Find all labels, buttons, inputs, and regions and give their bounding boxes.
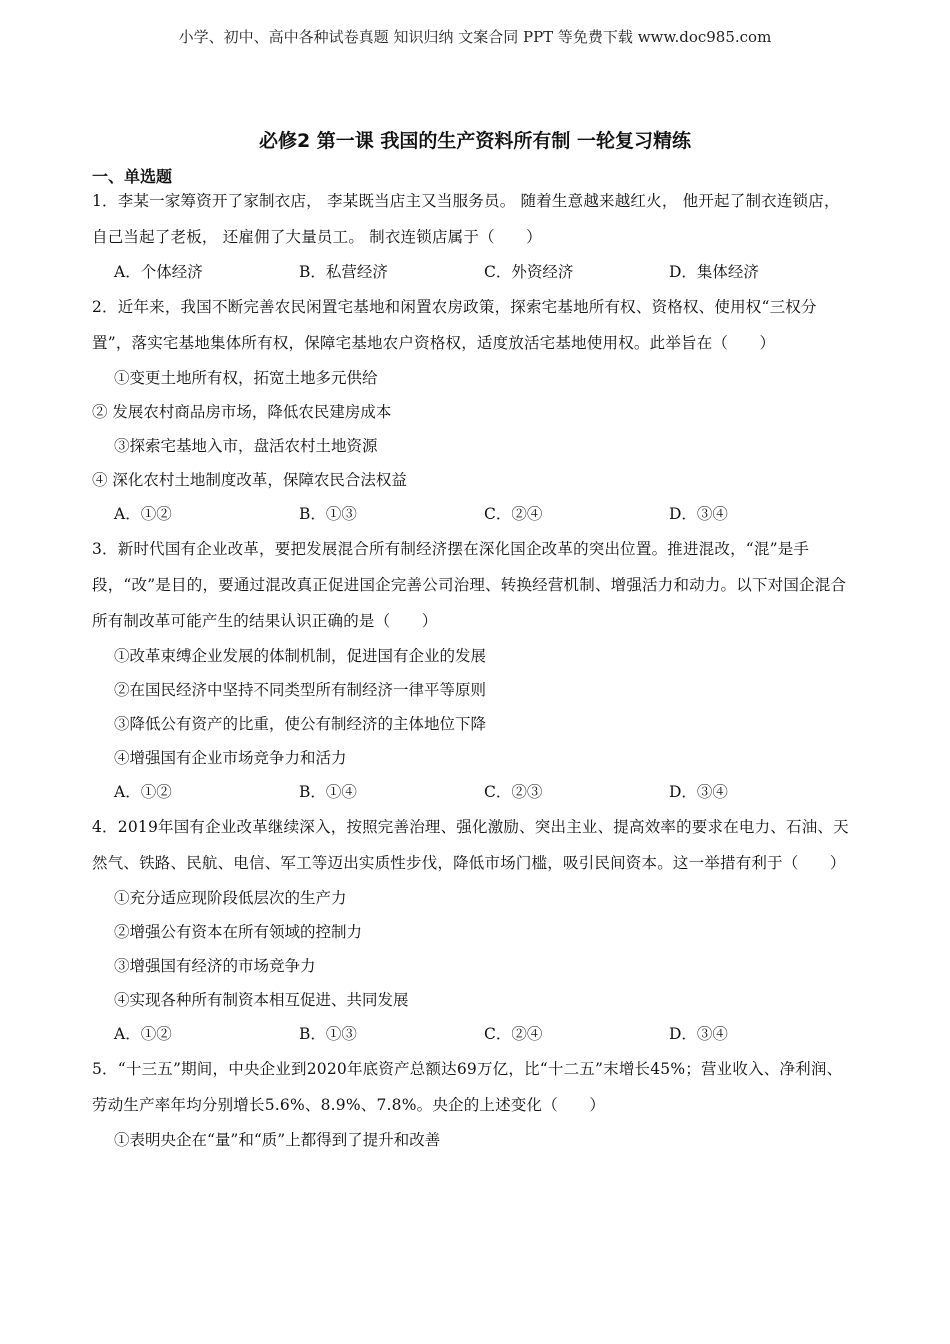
- option-c[interactable]: C．外资经济: [484, 263, 574, 281]
- statement-item: ③降低公有资产的比重，使公有制经济的主体地位下降: [114, 715, 487, 733]
- option-a[interactable]: A．①②: [114, 505, 172, 523]
- page-header: 小学、初中、高中各种试卷真题 知识归纳 文案合同 PPT 等免费下载 www.doc985.com: [178, 28, 772, 46]
- option-c[interactable]: C．②④: [484, 505, 543, 523]
- option-a[interactable]: A．①②: [114, 1025, 172, 1043]
- answer-options: [92, 775, 854, 809]
- document-title: 必修2 第一课 我国的生产资料所有制 一轮复习精练: [258, 130, 692, 152]
- option-b[interactable]: B．私营经济: [299, 263, 388, 281]
- answer-options: [92, 497, 854, 531]
- option-b[interactable]: B．①④: [299, 783, 357, 801]
- option-c[interactable]: C．②④: [484, 1025, 543, 1043]
- question-stem: 3．新时代国有企业改革，要把发展混合所有制经济摆在深化国企改革的突出位置。推进混改，“混”是手段，“改”是目的，要通过混改真正促进国企完善公司治理、转换经营机制、增强活力和动力。以下对国企混合所有制改革可能产生的结果认识正确的是（ ）: [92, 540, 847, 630]
- question-stem: 2．近年来，我国不断完善农民闲置宅基地和闲置农房政策，探索宅基地所有权、资格权、使用权“三权分置”，落实宅基地集体所有权，保障宅基地农户资格权，适度放活宅基地使用权。此举旨在（ ）: [92, 298, 817, 352]
- statement-item: ①表明央企在“量”和“质”上都得到了提升和改善: [114, 1131, 441, 1149]
- answer-options: [92, 255, 854, 289]
- option-d[interactable]: D．③④: [669, 783, 728, 801]
- statement-item: ③增强国有经济的市场竞争力: [114, 957, 316, 975]
- option-b[interactable]: B．①③: [299, 1025, 357, 1043]
- option-a[interactable]: A．个体经济: [114, 263, 203, 281]
- question-stem: 1．李某一家筹资开了家制衣店， 李某既当店主又当服务员。 随着生意越来越红火， 他开起了制衣连锁店， 自己当起了老板， 还雇佣了大量员工。 制衣连锁店属于（ ）: [92, 192, 840, 246]
- statement-item: ④增强国有企业市场竞争力和活力: [114, 749, 347, 767]
- question-3: [92, 531, 854, 809]
- answer-options: [92, 1017, 854, 1051]
- option-d[interactable]: D．③④: [669, 505, 728, 523]
- option-c[interactable]: C．②③: [484, 783, 543, 801]
- option-a[interactable]: A．①②: [114, 783, 172, 801]
- question-stem: 4．2019年国有企业改革继续深入，按照完善治理、强化激励、突出主业、提高效率的要求在电力、石油、天然气、铁路、民航、电信、军工等迈出实质性步伐，降低市场门槛，吸引民间资本。这一举措有利于（ ）: [92, 818, 849, 872]
- section-heading: 一、单选题: [92, 167, 173, 186]
- statement-item: ①充分适应现阶段低层次的生产力: [114, 889, 347, 907]
- statement-item: ②在国民经济中坚持不同类型所有制经济一律平等原则: [114, 681, 487, 699]
- question-1: [92, 183, 854, 289]
- option-d[interactable]: D．集体经济: [669, 263, 759, 281]
- option-d[interactable]: D．③④: [669, 1025, 728, 1043]
- statement-item: ③探索宅基地入市，盘活农村土地资源: [114, 437, 378, 455]
- option-b[interactable]: B．①③: [299, 505, 357, 523]
- question-list: [92, 183, 854, 1157]
- question-stem: 5．“十三五”期间，中央企业到2020年底资产总额达69万亿，比“十二五”末增长45%；营业收入、净利润、劳动生产率年均分别增长5.6%、8.9%、7.8%。央企的上述变化（ ）: [92, 1060, 843, 1114]
- question-4: [92, 809, 854, 1051]
- statement-item: ①改革束缚企业发展的体制机制，促进国有企业的发展: [114, 647, 487, 665]
- question-2: [92, 289, 854, 531]
- statement-item: ② 发展农村商品房市场，降低农民建房成本: [92, 403, 392, 421]
- statement-item: ①变更土地所有权，拓宽土地多元供给: [114, 369, 378, 387]
- question-5: [92, 1051, 854, 1157]
- statement-item: ④实现各种所有制资本相互促进、共同发展: [114, 991, 409, 1009]
- statement-item: ②增强公有资本在所有领域的控制力: [114, 923, 363, 941]
- statement-item: ④ 深化农村土地制度改革，保障农民合法权益: [92, 471, 407, 489]
